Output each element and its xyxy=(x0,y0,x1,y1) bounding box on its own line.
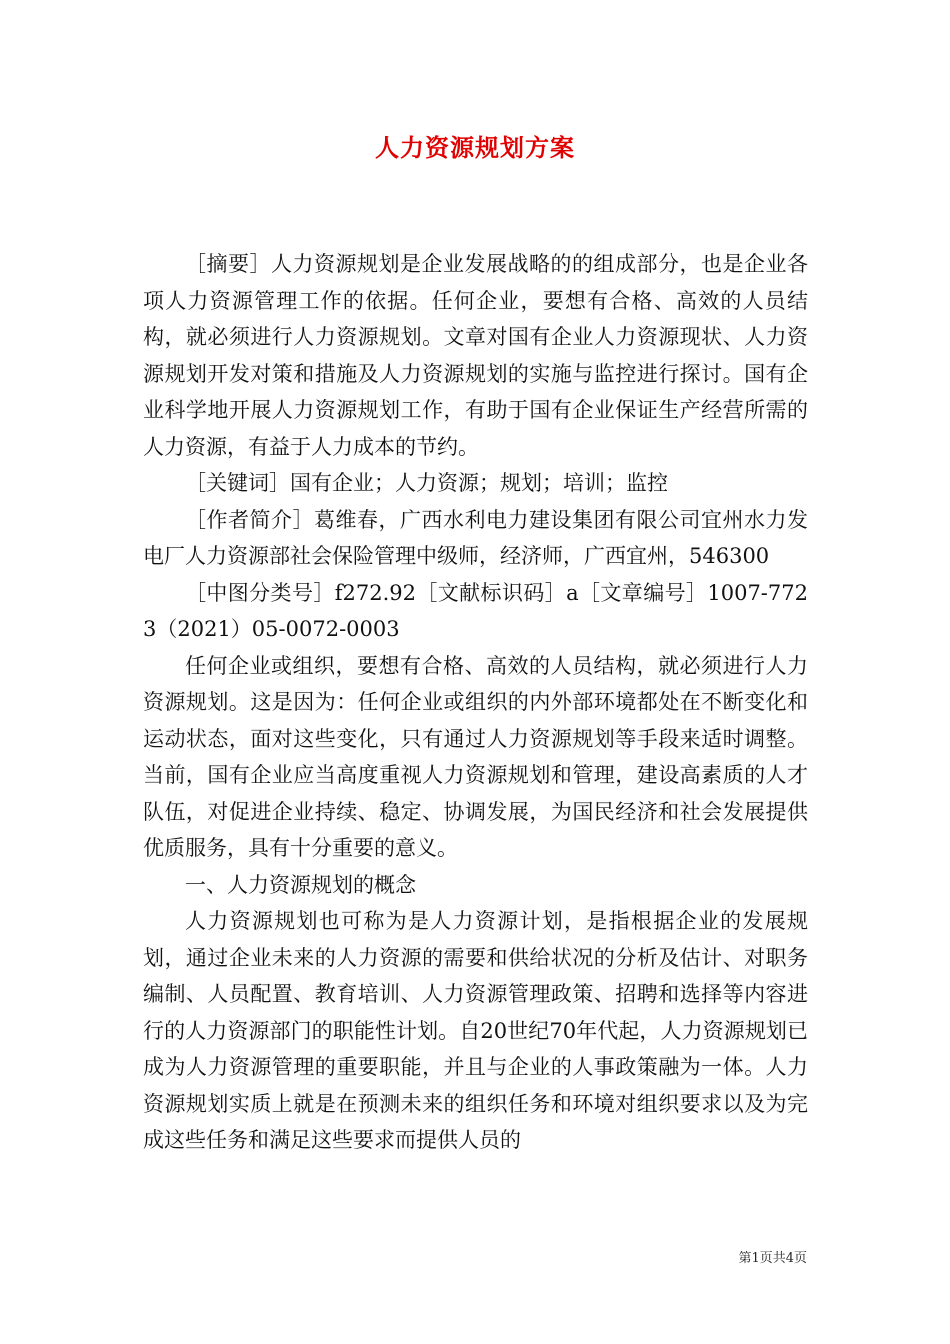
body-paragraph: 人力资源规划也可称为是人力资源计划，是指根据企业的发展规划，通过企业未来的人力资源的需要和供给状况的分析及估计、对职务编制、人员配置、教育培训、人力资源管理政策、招聘和选择等内容进行的人力资源部门的职能性计划。自20世纪70年代起，人力资源规划已成为人力资源管理的重要职能，并且与企业的人事政策融为一体。人力资源规划实质上就是在预测未来的组织任务和环境对组织要求以及为完成这些任务和满足这些要求而提供人员的 xyxy=(143,909,808,1152)
section-heading: 一、人力资源规划的概念 xyxy=(185,872,416,897)
abstract-paragraph: ［摘要］人力资源规划是企业发展战略的的组成部分，也是企业各项人力资源管理工作的依据。任何企业，要想有合格、高效的人员结构，就必须进行人力资源规划。文章对国有企业人力资源现状、人力资源规划开发对策和措施及人力资源规划的实施与监控进行探讨。国有企业科学地开展人力资源规划工作，有助于国有企业保证生产经营所需的人力资源，有益于人力成本的节约。 xyxy=(143,252,808,459)
document-title: 人力资源规划方案 xyxy=(375,133,575,162)
document-body xyxy=(143,246,808,1159)
classification-paragraph: ［中图分类号］f272.92［文献标识码］a［文章编号］1007-7723（2021）05-0072-0003 xyxy=(143,580,808,641)
page-number: 第1页共4页 xyxy=(738,1251,807,1266)
author-paragraph: ［作者简介］葛维春，广西水利电力建设集团有限公司宜州水力发电厂人力资源部社会保险管理中级师，经济师，广西宜州，546300 xyxy=(143,507,808,568)
body-paragraph: 任何企业或组织，要想有合格、高效的人员结构，就必须进行人力资源规划。这是因为：任何企业或组织的内外部环境都处在不断变化和运动状态，面对这些变化，只有通过人力资源规划等手段来适时调整。当前，国有企业应当高度重视人力资源规划和管理，建设高素质的人才队伍，对促进企业持续、稳定、协调发展，为国民经济和社会发展提供优质服务，具有十分重要的意义。 xyxy=(143,653,808,860)
keywords-paragraph: ［关键词］国有企业；人力资源；规划；培训；监控 xyxy=(185,471,668,495)
